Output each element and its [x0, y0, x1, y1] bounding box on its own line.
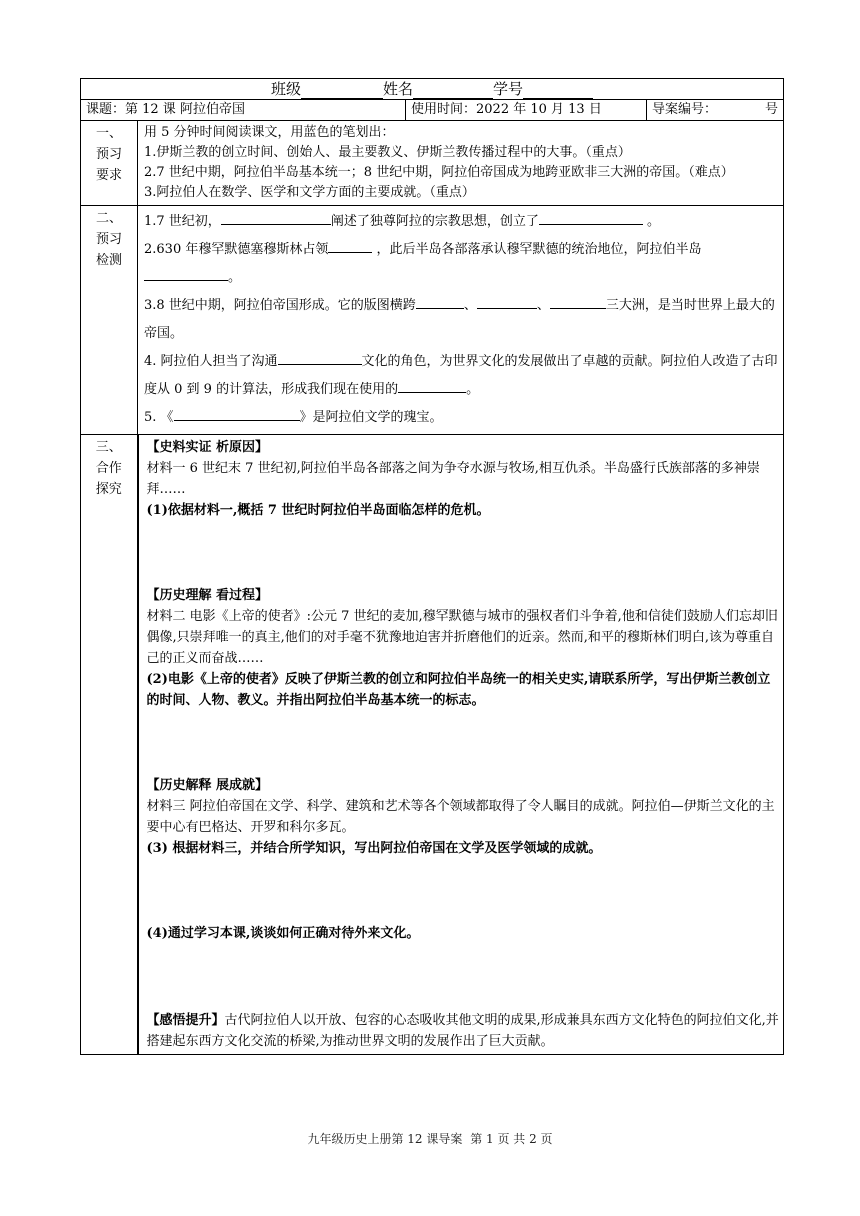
worksheet-table [80, 78, 784, 1055]
q3-separator-2: 、 [536, 298, 550, 313]
question-3-3: (3) 根据材料三，并结合所学知识，写出阿拉伯帝国在文学及医学领域的成就。 [146, 841, 602, 856]
worksheet [80, 78, 783, 1055]
date-cell [406, 100, 647, 121]
section-3-title-a: 合作 [95, 461, 122, 476]
section-1-title-b: 要求 [95, 168, 122, 183]
q1-blank-1[interactable] [221, 210, 331, 225]
question-3 [144, 292, 779, 348]
section-2-label [81, 206, 138, 435]
answer-space-2[interactable] [147, 711, 780, 775]
section-3-label [81, 435, 138, 1055]
answer-space-1[interactable] [147, 521, 780, 585]
answer-space-4[interactable] [147, 944, 780, 1010]
topic-cell [81, 100, 406, 121]
section-3-body [138, 435, 784, 1055]
material-1: 材料一 6 世纪末 7 世纪初,阿拉伯半岛各部落之间为争夺水源与牧场,相互仇杀。半岛盛行氏族部落的多神崇拜…… [146, 461, 760, 497]
plan-no-label: 导案编号： [652, 102, 718, 117]
section-1-body [138, 121, 784, 206]
section-1-title-a: 预习 [95, 147, 122, 162]
footer-page: 第 1 页 共 2 页 [470, 1132, 553, 1146]
heading-explanation: 【历史解释 展成就】 [146, 778, 269, 793]
heading-understanding: 【历史理解 看过程】 [146, 588, 269, 603]
question-3-2: (2)电影《上帝的使者》反映了伊斯兰教的创立和阿拉伯半岛统一的相关史实,请联系所学，写出伊斯兰教创立的时间、人物、教义。并指出阿拉伯半岛基本统一的标志。 [146, 672, 771, 708]
section-1-item-2: 2.7 世纪中期，阿拉伯半岛基本统一；8 世纪中期，阿拉伯帝国成为地跨亚欧非三大洲的帝国。（难点） [144, 165, 734, 180]
q3-blank-2[interactable] [477, 294, 537, 309]
date-text: 使用时间：2022 年 10 月 13 日 [411, 102, 602, 117]
section-1-number: 一、 [95, 126, 122, 141]
q1-text-c: 。 [642, 214, 660, 229]
q4-text-c: 。 [466, 382, 480, 397]
section-2-number: 二、 [95, 211, 122, 226]
q1-text-b: 阐述了独尊阿拉的宗教思想，创立了 [330, 214, 539, 229]
section-2-body [138, 206, 784, 435]
question-3-1: (1)依据材料一,概括 7 世纪时阿拉伯半岛面临怎样的危机。 [146, 503, 490, 518]
number-label: 学号 [493, 80, 524, 98]
section-1-label [81, 121, 138, 206]
section-1-item-3: 3.阿拉伯人在数学、医学和文学方面的主要成就。（重点） [144, 185, 475, 200]
q3-separator-1: 、 [463, 298, 477, 313]
q4-blank-1[interactable] [278, 350, 362, 365]
conclusion [147, 1010, 780, 1052]
class-label: 班级 [271, 80, 302, 98]
q1-blank-2[interactable] [539, 210, 643, 225]
heading-reflection: 【感悟提升】 [146, 1013, 225, 1028]
q2-blank-2[interactable] [144, 266, 228, 281]
class-blank [301, 82, 383, 99]
heading-evidence: 【史料实证 析原因】 [146, 440, 269, 455]
material-3: 材料三 阿拉伯帝国在文学、科学、建筑和艺术等各个领域都取得了令人瞩目的成就。阿拉伯—伊斯兰文化的主要中心有巴格达、开罗和科尔多瓦。 [146, 799, 775, 835]
answer-space-3[interactable] [147, 859, 780, 923]
name-label: 姓名 [383, 80, 414, 98]
section-1-intro: 用 5 分钟时间阅读课文，用蓝色的笔划出： [144, 125, 395, 140]
topic-text: 课题：第 12 课 阿拉伯帝国 [86, 102, 245, 117]
page-footer [0, 1130, 860, 1147]
plan-unit: 号 [765, 102, 779, 117]
q4-text-a: 4. 阿拉伯人担当了沟通 [144, 354, 278, 369]
q3-text-a: 3.8 世纪中期，阿拉伯帝国形成。它的版图横跨 [144, 298, 416, 313]
number-blank [523, 82, 593, 99]
q3-text-b: 三大洲，是当时世界上最大的帝国。 [144, 298, 775, 341]
q2-text-c: 。 [228, 270, 242, 285]
name-blank [413, 82, 493, 99]
q5-blank[interactable] [174, 406, 300, 421]
question-2 [144, 236, 779, 292]
q1-text-a: 1.7 世纪初， [144, 214, 221, 229]
question-5 [144, 404, 779, 432]
section-3-title-b: 探究 [95, 482, 122, 497]
question-4 [144, 348, 779, 404]
student-info-row [81, 79, 784, 100]
material-2: 材料二 电影《上帝的使者》:公元 7 世纪的麦加,穆罕默德与城市的强权者们斗争着,他和信徒们鼓励人们忘却旧偶像,只崇拜唯一的真主,他们的对手毫不犹豫地迫害并折磨他们的近亲。然而,和平的穆斯林们明白,该为尊重自己的正义而奋战…… [146, 609, 778, 666]
q5-text-b: 》是阿拉伯文学的瑰宝。 [299, 410, 443, 425]
q4-text-b: 文化的角色，为世界文化的发展做出了卓越的贡献。阿拉伯人改造了古印度从 0 到 9 的计算法，形成我们现在使用的 [144, 354, 778, 397]
q2-text-a: 2.630 年穆罕默德塞穆斯林占领 [144, 242, 329, 257]
q2-text-b: ，此后半岛各部落承认穆罕默德的统治地位，阿拉伯半岛 [372, 242, 702, 257]
q3-blank-1[interactable] [416, 294, 464, 309]
plan-cell [647, 100, 784, 121]
section-2-title-a: 预习 [95, 232, 122, 247]
question-1 [144, 208, 779, 236]
question-3-4: (4)通过学习本课,谈谈如何正确对待外来文化。 [146, 926, 420, 941]
q5-text-a: 5. 《 [144, 410, 174, 425]
footer-title: 九年级历史上册第 12 课导案 [307, 1132, 463, 1146]
section-1-item-1: 1.伊斯兰教的创立时间、创始人、最主要教义、伊斯兰教传播过程中的大事。（重点） [144, 145, 631, 160]
section-3-number: 三、 [95, 440, 122, 455]
conclusion-text: 古代阿拉伯人以开放、包容的心态吸收其他文明的成果,形成兼具东西方文化特色的阿拉伯文化,并搭建起东西方文化交流的桥梁,为推动世界文明的发展作出了巨大贡献。 [146, 1013, 779, 1049]
q2-blank-1[interactable] [328, 238, 372, 253]
q4-blank-2[interactable] [398, 378, 466, 393]
q3-blank-3[interactable] [550, 294, 606, 309]
section-2-title-b: 检测 [95, 253, 122, 268]
